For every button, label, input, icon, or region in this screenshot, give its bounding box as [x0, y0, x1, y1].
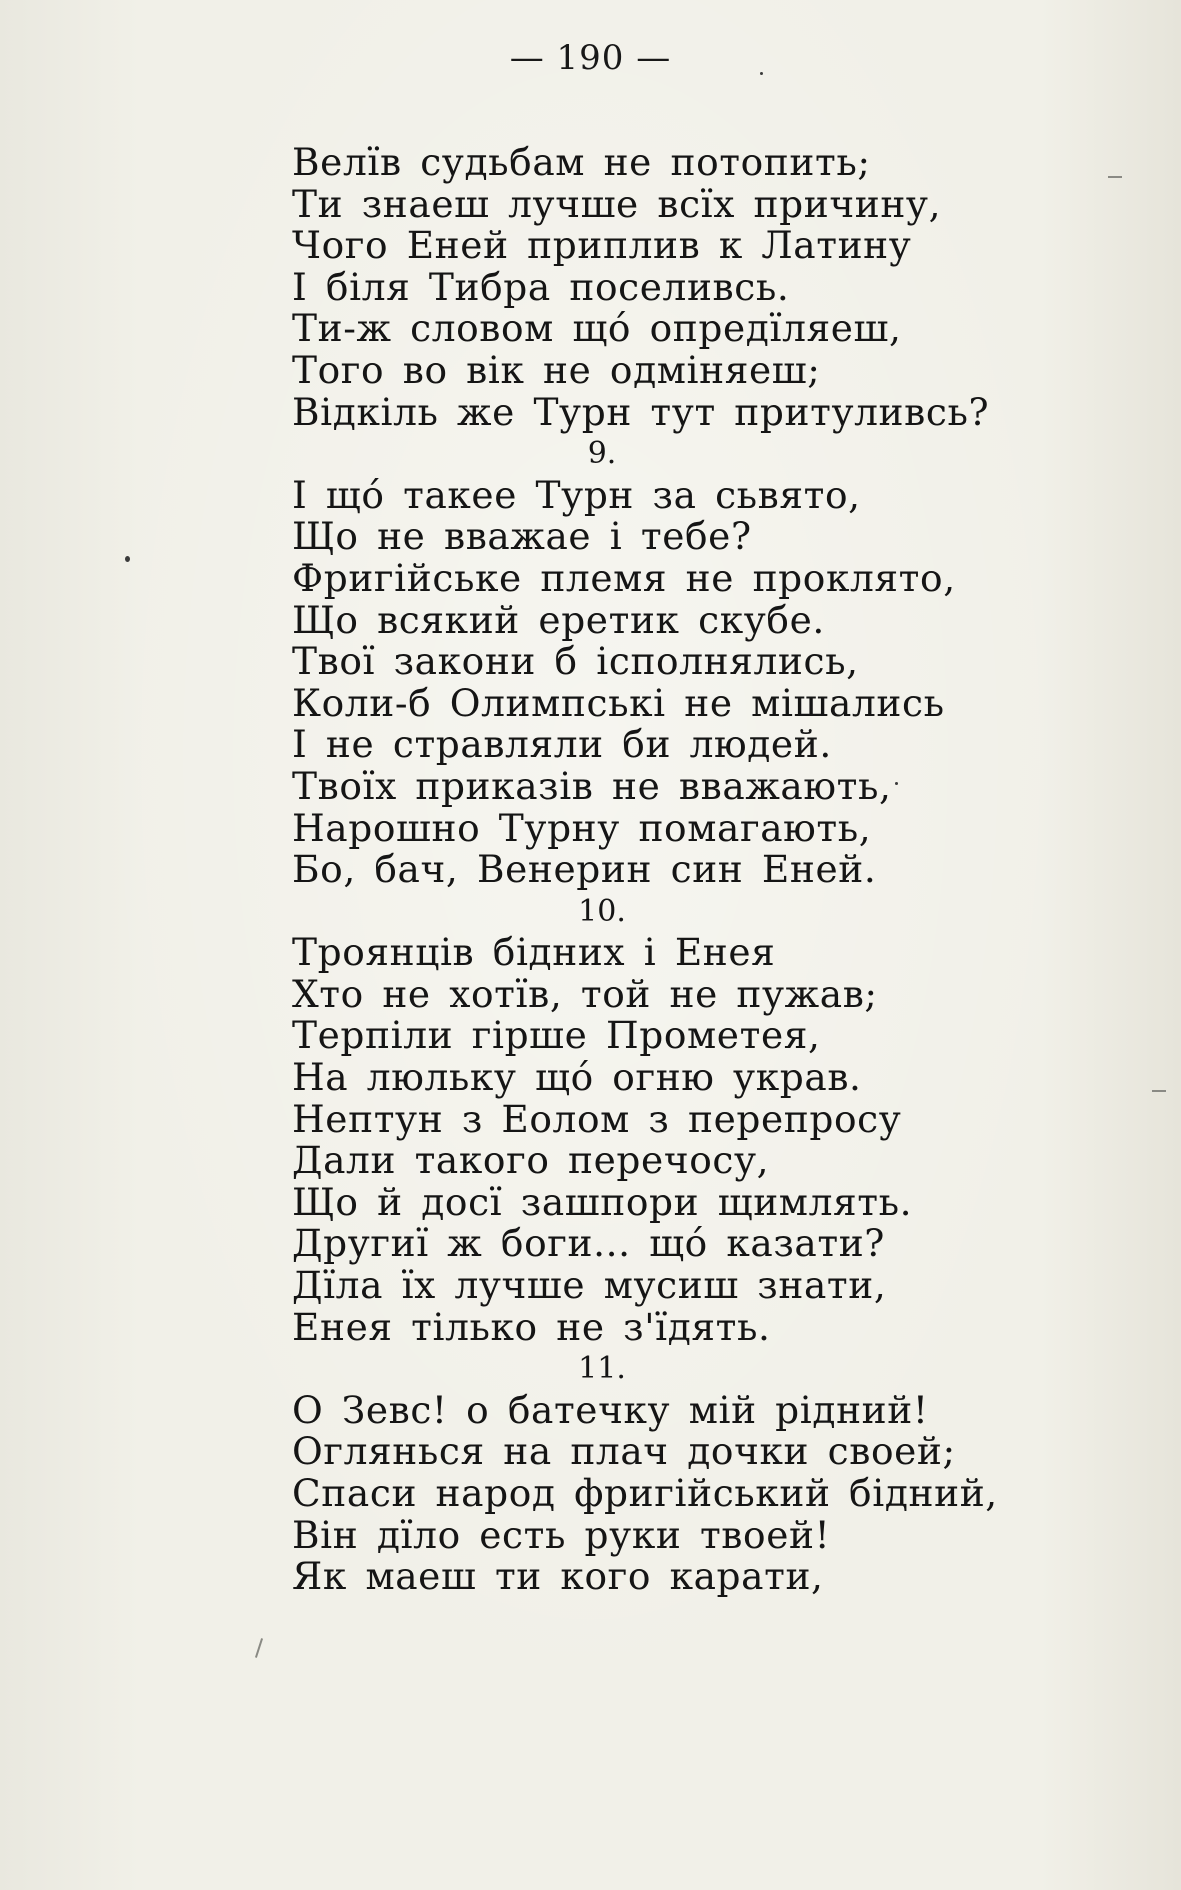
verse-line: Другиї ж боги... щó казати?: [292, 1221, 886, 1266]
verse-line: Бо, бач, Венерин син Еней.: [292, 847, 877, 892]
verse-line: Твої закони б ісполнялись,: [292, 639, 859, 684]
poem-text: [292, 142, 1012, 1598]
stanza-number: 9.: [587, 436, 617, 472]
verse-line: Оглянься на плач дочки своей;: [292, 1429, 956, 1474]
scan-mark: [1152, 1090, 1166, 1092]
verse-line: О Зевс! о батечку мій рідний!: [292, 1387, 929, 1432]
verse-line: Ти-ж словом щó опредїляеш,: [292, 306, 902, 351]
scan-speck: [760, 72, 763, 75]
verse-line: Твоїх приказів не вважають,: [292, 763, 892, 808]
verse-line: Дали такого перечосу,: [292, 1138, 770, 1183]
scan-mark: [255, 1638, 263, 1658]
verse-line: Нептун з Еолом з перепросу: [292, 1096, 902, 1141]
verse-line: Що всякий еретик скубе.: [292, 597, 825, 642]
verse-line: Того во вік не одміняеш;: [292, 347, 821, 392]
verse-line: Велїв судьбам не потопить;: [292, 140, 871, 184]
verse-line: І щó такее Турн за сьвято,: [292, 472, 861, 517]
scan-mark: [1108, 176, 1122, 178]
verse-line: Хто не хотїв, той не пужав;: [292, 971, 878, 1016]
verse-line: Що й досї зашпори щимлять.: [292, 1179, 913, 1224]
scan-speck: [125, 556, 130, 562]
verse-line: Що не вважае і тебе?: [292, 514, 752, 559]
page-number: — 190 —: [509, 38, 672, 78]
verse-line: І не стравляли би людей.: [292, 722, 832, 767]
verse-line: І біля Тибра поселивсь.: [292, 264, 790, 309]
verse-line: Він дїло есть руки твоей!: [292, 1512, 831, 1557]
verse-line: Нарошно Турну помагають,: [292, 805, 872, 850]
verse-line: Енея тілько не з'їдять.: [292, 1304, 771, 1349]
verse-line: Чого Еней приплив к Латину: [292, 223, 912, 268]
verse-line: Спаси народ фригійський бідний,: [292, 1471, 998, 1515]
scan-speck: [895, 782, 898, 785]
verse-line: На люльку щó огню украв.: [292, 1055, 862, 1100]
verse-line: Відкіль же Турн тут притуливсь?: [292, 389, 990, 434]
verse-line: Терпіли гірше Прометея,: [292, 1013, 821, 1058]
stanza-number: 10.: [578, 893, 626, 929]
stanza-number: 11.: [578, 1351, 626, 1387]
verse-line: Як маеш ти кого карати,: [292, 1554, 824, 1599]
verse-line: Ти знаеш лучше всїх причину,: [292, 181, 942, 226]
verse-line: Дїла їх лучше мусиш знати,: [292, 1263, 887, 1308]
verse-line: Фригійське племя не проклято,: [292, 555, 956, 600]
verse-line: Коли-б Олимпські не мішались: [292, 680, 945, 725]
verse-line: Троянців бідних і Енея: [292, 930, 776, 975]
